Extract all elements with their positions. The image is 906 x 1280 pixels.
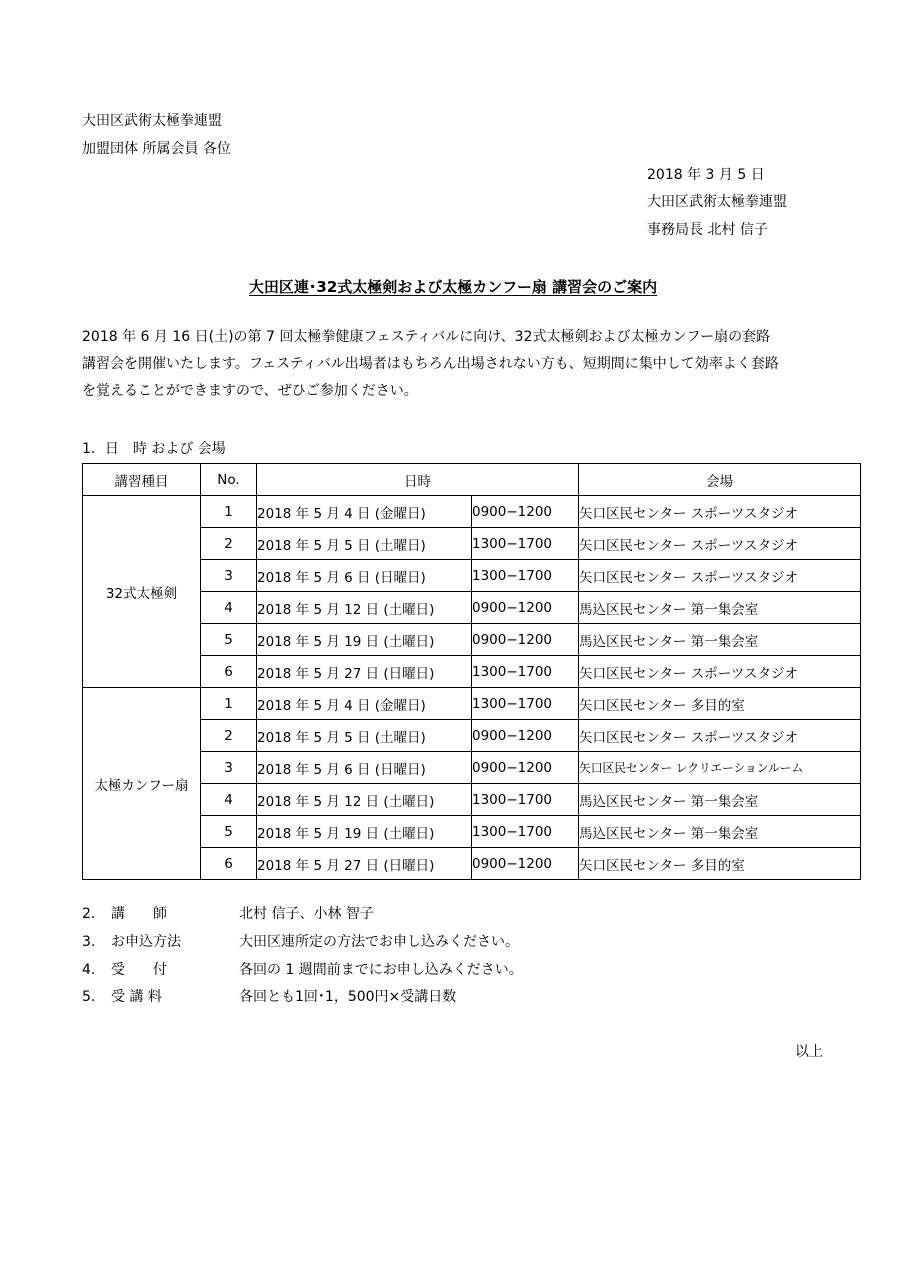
header-datetime: 日時 bbox=[257, 464, 579, 496]
closing-text: 以上 bbox=[795, 1044, 823, 1060]
row-no: 4 bbox=[201, 784, 257, 816]
header-subject: 講習種目 bbox=[83, 464, 201, 496]
subject-cell: 32式太極剣 bbox=[83, 496, 201, 688]
row-time: 0900−1200 bbox=[472, 752, 579, 784]
row-no: 3 bbox=[201, 752, 257, 784]
item-number: 3. bbox=[82, 934, 96, 950]
row-date: 2018 年 5 月 6 日 (日曜日) bbox=[257, 752, 472, 784]
item-value: 大田区連所定の方法でお申し込みください。 bbox=[239, 934, 519, 950]
row-venue: 矢口区民センター スポーツスタジオ bbox=[579, 560, 861, 592]
row-time: 1300−1700 bbox=[472, 688, 579, 720]
row-time: 1300−1700 bbox=[472, 656, 579, 688]
row-time: 0900−1200 bbox=[472, 624, 579, 656]
row-time: 1300−1700 bbox=[472, 816, 579, 848]
row-date: 2018 年 5 月 4 日 (金曜日) bbox=[257, 688, 472, 720]
row-time: 0900−1200 bbox=[472, 496, 579, 528]
document-title: 大田区連･32式太極剣および太極カンフー扇 講習会のご案内 bbox=[248, 278, 658, 296]
row-time: 1300−1700 bbox=[472, 560, 579, 592]
row-date: 2018 年 5 月 27 日 (日曜日) bbox=[257, 656, 472, 688]
item-fee bbox=[82, 989, 456, 1005]
addressee-line-1: 大田区武術太極拳連盟 bbox=[82, 113, 222, 129]
row-venue: 馬込区民センター 第一集会室 bbox=[579, 624, 861, 656]
row-time: 0900−1200 bbox=[472, 848, 579, 880]
row-no: 2 bbox=[201, 528, 257, 560]
item-value: 北村 信子、小林 智子 bbox=[239, 906, 374, 922]
row-venue: 矢口区民センター スポーツスタジオ bbox=[579, 720, 861, 752]
item-label: お申込方法 bbox=[111, 934, 181, 950]
sender-organization: 大田区武術太極拳連盟 bbox=[647, 194, 787, 210]
table-header-row bbox=[83, 464, 861, 496]
item-number: 2. bbox=[82, 906, 96, 922]
row-venue: 馬込区民センター 第一集会室 bbox=[579, 592, 861, 624]
row-no: 3 bbox=[201, 560, 257, 592]
item-label: 講 師 bbox=[111, 906, 167, 922]
item-application bbox=[82, 934, 519, 950]
row-date: 2018 年 5 月 12 日 (土曜日) bbox=[257, 784, 472, 816]
row-no: 1 bbox=[201, 496, 257, 528]
header-venue: 会場 bbox=[579, 464, 861, 496]
item-label: 受 付 bbox=[111, 962, 167, 978]
row-no: 2 bbox=[201, 720, 257, 752]
sender-person: 事務局長 北村 信子 bbox=[647, 222, 768, 238]
row-venue: 矢口区民センター 多目的室 bbox=[579, 848, 861, 880]
row-venue: 馬込区民センター 第一集会室 bbox=[579, 784, 861, 816]
header-no: No. bbox=[201, 464, 257, 496]
schedule-table bbox=[82, 463, 861, 880]
section-1-heading: 1．日 時 および 会場 bbox=[82, 441, 226, 457]
intro-line-3: を覚えることができますので、ぜひご参加ください。 bbox=[82, 383, 418, 399]
row-no: 5 bbox=[201, 624, 257, 656]
row-date: 2018 年 5 月 6 日 (日曜日) bbox=[257, 560, 472, 592]
row-date: 2018 年 5 月 5 日 (土曜日) bbox=[257, 720, 472, 752]
row-venue: 矢口区民センター 多目的室 bbox=[579, 688, 861, 720]
row-venue: 矢口区民センター スポーツスタジオ bbox=[579, 528, 861, 560]
row-date: 2018 年 5 月 27 日 (日曜日) bbox=[257, 848, 472, 880]
table-row bbox=[83, 496, 861, 528]
item-number: 4. bbox=[82, 962, 96, 978]
row-venue: 矢口区民センター スポーツスタジオ bbox=[579, 496, 861, 528]
row-venue: 矢口区民センター スポーツスタジオ bbox=[579, 656, 861, 688]
table-row bbox=[83, 688, 861, 720]
row-date: 2018 年 5 月 19 日 (土曜日) bbox=[257, 816, 472, 848]
row-date: 2018 年 5 月 4 日 (金曜日) bbox=[257, 496, 472, 528]
row-no: 4 bbox=[201, 592, 257, 624]
item-label: 受 講 料 bbox=[111, 989, 162, 1005]
row-time: 0900−1200 bbox=[472, 720, 579, 752]
intro-line-2: 講習会を開催いたします。フェスティバル出場者はもちろん出場されない方も、短期間に集中して効率よく套路 bbox=[82, 356, 779, 372]
item-value: 各回とも1回･1，500円×受講日数 bbox=[239, 989, 457, 1005]
row-time: 0900−1200 bbox=[472, 592, 579, 624]
addressee-line-2: 加盟団体 所属会員 各位 bbox=[82, 141, 231, 157]
row-no: 5 bbox=[201, 816, 257, 848]
item-number: 5. bbox=[82, 989, 96, 1005]
row-venue: 矢口区民センター レクリエーションルーム bbox=[579, 752, 861, 784]
row-time: 1300−1700 bbox=[472, 528, 579, 560]
row-date: 2018 年 5 月 12 日 (土曜日) bbox=[257, 592, 472, 624]
row-no: 6 bbox=[201, 848, 257, 880]
item-reception bbox=[82, 962, 523, 978]
row-no: 6 bbox=[201, 656, 257, 688]
row-time: 1300−1700 bbox=[472, 784, 579, 816]
row-date: 2018 年 5 月 19 日 (土曜日) bbox=[257, 624, 472, 656]
item-value: 各回の 1 週間前までにお申し込みください。 bbox=[239, 962, 523, 978]
intro-paragraph bbox=[82, 324, 779, 405]
item-instructor bbox=[82, 906, 374, 922]
row-date: 2018 年 5 月 5 日 (土曜日) bbox=[257, 528, 472, 560]
letter-date: 2018 年 3 月 5 日 bbox=[647, 167, 765, 183]
intro-line-1: 2018 年 6 月 16 日(土)の第 7 回太極拳健康フェスティバルに向け、32式太極剣および太極カンフー扇の套路 bbox=[82, 329, 771, 345]
row-no: 1 bbox=[201, 688, 257, 720]
subject-cell: 太極カンフー扇 bbox=[83, 688, 201, 880]
row-venue: 馬込区民センター 第一集会室 bbox=[579, 816, 861, 848]
